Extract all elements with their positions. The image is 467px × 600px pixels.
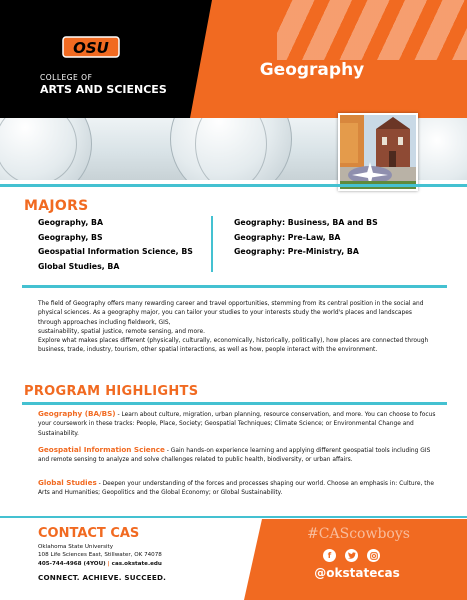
majors-heading: MAJORS (24, 198, 89, 214)
social-icons (323, 549, 380, 562)
highlight-geography (38, 409, 438, 439)
majors-bottom-rule (22, 285, 447, 288)
highlight-text: - Gain hands-on experience learning and applying different geospatial tools including GIS and remote sensing to analyze and solve challenges related to public health, biodiversity, or urban affairs. (38, 448, 431, 464)
twitter-icon[interactable] (345, 549, 358, 562)
tagline: CONNECT. ACHIEVE. SUCCEED. (38, 573, 167, 582)
contact-separator: | (105, 561, 112, 567)
contact-address: 108 Life Sciences East, Stillwater, OK 74078 (38, 552, 162, 558)
majors-list-right (234, 216, 378, 260)
hashtag: #CAScowboys (307, 526, 410, 542)
highlight-text: - Deepen your understanding of the forces and processes shaping our world. Choose an emphasis in: Culture, the Arts and Humanities; Geopolitics and the Global Economy; or Global Sustainability. (38, 481, 434, 497)
intro-text-cont: sustainability, spatial justice, remote sensing, and more. (38, 329, 205, 336)
contact-website-link[interactable]: cas.okstate.edu (111, 561, 162, 567)
college-label: COLLEGE OF (40, 73, 93, 82)
highlights-heading: PROGRAM HIGHLIGHTS (24, 384, 199, 399)
contact-heading: CONTACT CAS (38, 526, 140, 541)
highlights-rule (22, 402, 447, 405)
intro-text: The field of Geography offers many rewarding career and travel opportunities, stemming from its central position in the social and physical sciences. As a geography major, you can tailor your studies to your interests study the world's places and landscapes through approaches including fieldwork, GIS, (38, 301, 424, 326)
major-item: Global Studies, BA (38, 261, 120, 271)
intro-paragraph (38, 300, 433, 338)
highlight-text: - Learn about culture, migration, urban planning, resource conservation, and more. You can choose to focus your coursework in these tracks: People, Place, Society; Geospatial Techniques; Climate Science; or Environmental Change and Sustainability. (38, 412, 436, 437)
globe-grid (195, 118, 267, 180)
explore-paragraph: Explore what makes places different (physically, culturally, economically, historically, politically), how places are connected through business, trade, industry, tourism, other spatial interactions, as well as how, people interact with the environment. (38, 338, 429, 354)
major-item: Geography: Pre-Law, BA (234, 232, 341, 242)
majors-column-divider (211, 216, 213, 272)
social-handle[interactable]: @okstatecas (314, 566, 400, 580)
campus-compass-photo (338, 113, 418, 191)
highlight-title: Global Studies (38, 478, 97, 487)
highlight-title: Geography (BA/BS) (38, 409, 116, 418)
facebook-icon[interactable]: f (323, 549, 336, 562)
header-stripes (277, 0, 467, 60)
contact-phone[interactable]: 405-744-4968 (4YOU) (38, 561, 106, 567)
contact-phone-web (38, 561, 162, 567)
major-item: Geography, BA (38, 218, 103, 227)
major-item: Geography, BS (38, 232, 103, 242)
highlight-geospatial (38, 445, 438, 466)
college-name: ARTS AND SCIENCES (40, 83, 167, 96)
highlight-title: Geospatial Information Science (38, 445, 165, 454)
highlight-global-studies (38, 478, 438, 499)
major-item: Geospatial Information Science, BS (38, 247, 193, 256)
globe-grid (0, 118, 77, 180)
teal-divider (0, 184, 467, 187)
instagram-icon[interactable] (367, 549, 380, 562)
page-title: Geography (259, 60, 365, 80)
header (0, 0, 467, 118)
svg-text:OSU: OSU (73, 39, 109, 57)
footer-teal-rule (0, 516, 467, 518)
majors-list-left (38, 216, 193, 274)
contact-university: Oklahoma State University (38, 544, 114, 550)
osu-logo (62, 34, 120, 60)
major-item: Geography: Pre-Ministry, BA (234, 247, 359, 256)
major-item: Geography: Business, BA and BS (234, 218, 378, 227)
